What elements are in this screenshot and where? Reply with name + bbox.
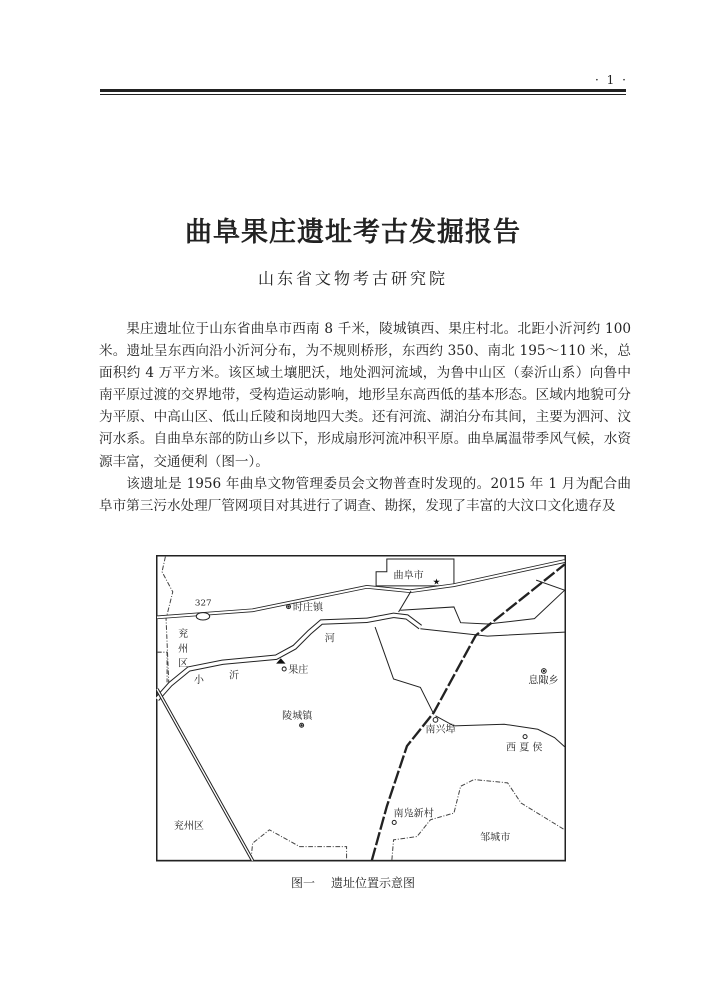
road-327 — [157, 561, 565, 617]
label-road: 327 — [194, 598, 212, 609]
label-lingcheng: 陵城镇 — [282, 711, 313, 723]
figure-number: 图一 — [290, 876, 315, 890]
xiaoyi-river — [157, 615, 420, 699]
figure-title: 遗址位置示意图 — [331, 876, 416, 890]
label-river-1: 小 — [193, 675, 204, 687]
streams — [375, 580, 565, 747]
label-shizhuang: 时庄镇 — [292, 602, 324, 614]
label-nanfu: 南凫新村 — [393, 808, 434, 820]
page-number: · 1 · — [595, 73, 628, 87]
label-yanzhou-v3: 区 — [178, 658, 189, 670]
author: 山东省文物考古研究院 — [257, 269, 448, 288]
label-guozhuang: 果庄 — [288, 664, 309, 676]
label-xixiahou: 西 夏 侯 — [505, 742, 543, 754]
paragraph: 果庄遗址位于山东省曲阜市西南 8 千米，陵城镇西、果庄村北。北距小沂河约 100 米。遗址呈东西向沿小沂河分布，为不规则桥形，东西约 350、南北 195～110 米，总面积约 4 万平方米。该区域土壤肥沃，地处泗河流域，为鲁中山区（泰沂山系）向鲁中南平原过渡的交界地带，受构造运动影响，地形呈东高西低的基本形态。区域内地貌可分为平原、中高山区、低山丘陵和岗地四大类。还有河流、湖泊分布其间，主要为泗河、汶河水系。自曲阜东部的防山乡以下，形成扇形河流冲积平原。曲阜属温带季风气候，水资源丰富，交通便利（图一）。 — [99, 321, 631, 470]
label-river-2: 沂 — [229, 670, 240, 682]
site-location-map — [156, 555, 566, 865]
header-rule — [100, 89, 626, 92]
label-yanzhou: 兖州区 — [173, 820, 204, 832]
label-qufu: 曲阜市 — [393, 570, 424, 582]
header-rule-thin — [100, 94, 626, 95]
article-title: 曲阜果庄遗址考古发掘报告 — [185, 217, 521, 248]
label-yanzhou-v1: 兖 — [178, 629, 189, 641]
label-river-3: 河 — [324, 633, 335, 645]
label-nanxingbu: 南兴埠 — [425, 724, 456, 736]
body-text — [99, 318, 631, 517]
town-markers — [282, 605, 546, 825]
map-frame — [157, 556, 566, 861]
label-xilou: 息陬乡 — [528, 675, 559, 687]
label-zoucheng: 邹城市 — [480, 832, 511, 844]
label-yanzhou-v2: 州 — [178, 644, 189, 656]
paragraph: 该遗址是 1956 年曲阜文物管理委员会文物普查时发现的。2015 年 1 月为配合曲阜市第三污水处理厂管网项目对其进行了调查、勘探，发现了丰富的大汶口文化遗存及 — [99, 475, 631, 514]
county-boundaries — [157, 557, 565, 860]
figure-caption — [0, 874, 706, 891]
